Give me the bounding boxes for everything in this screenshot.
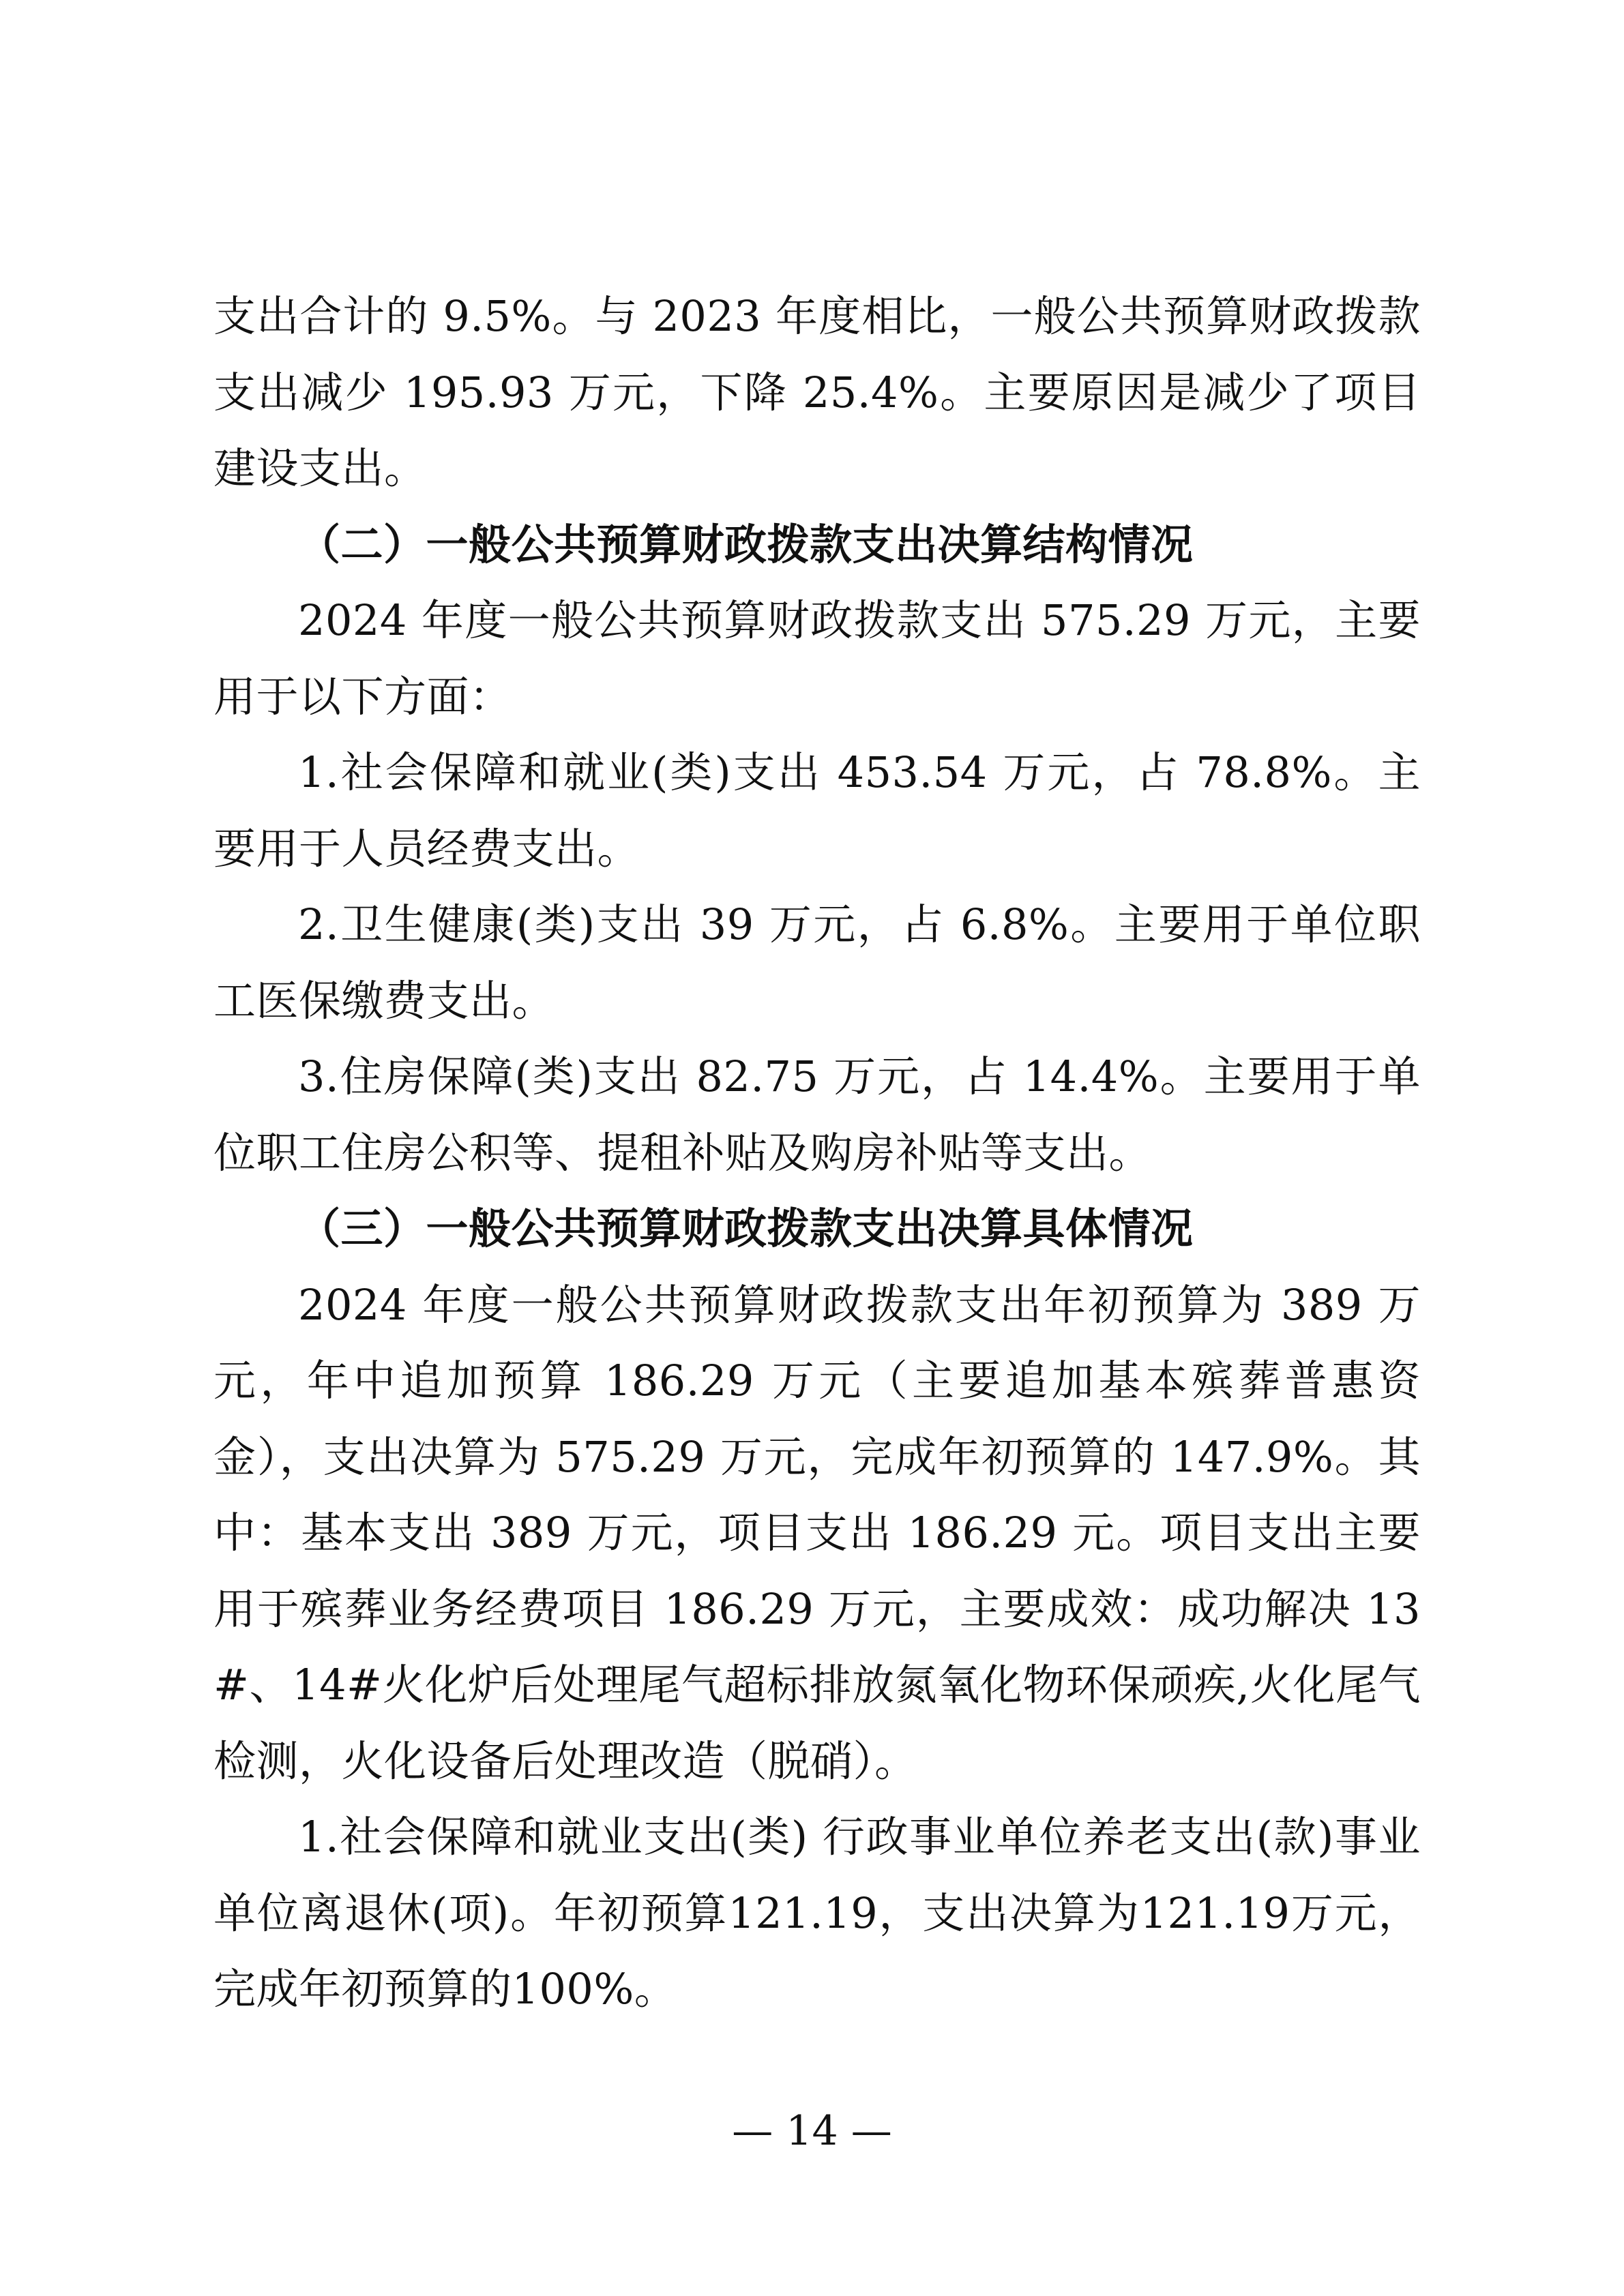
list-item-social-security: 1.社会保障和就业(类)支出 453.54 万元，占 78.8%。主要用于人员经费支出。: [213, 747, 1421, 874]
paragraph-budget-details: 2024 年度一般公共预算财政拨款支出年初预算为 389 万元，年中追加预算 186.29 万元（主要追加基本殡葬普惠资金），支出决算为 575.29 万元，完成年初预算的 147.9%。其中：基本支出 389 万元，项目支出 186.29 元。项目支出主要用于殡葬业务经费项目 186.29 万元，主要成效：成功解决 13#、14#火化炉后处理尾气超标排放氮氧化物环保顽疾,火化尾气检测，火化设备后处理改造（脱硝）。: [213, 1279, 1421, 1786]
section-heading-details: （三）一般公共预算财政拨款支出决算具体情况: [298, 1204, 1194, 1253]
body-text: [213, 278, 1421, 2027]
list-item-health: 2.卫生健康(类)支出 39 万元，占 6.8%。主要用于单位职工医保缴费支出。: [213, 899, 1421, 1026]
section-heading-structure: （二）一般公共预算财政拨款支出决算结构情况: [298, 519, 1194, 569]
paragraph-budget-comparison: 支出合计的 9.5%。与 2023 年度相比，一般公共预算财政拨款支出减少 195.93 万元，下降 25.4%。主要原因是减少了项目建设支出。: [213, 291, 1421, 493]
paragraph-total-expenditure: 2024 年度一般公共预算财政拨款支出 575.29 万元，主要用于以下方面：: [213, 595, 1421, 721]
page-number: — 14 —: [732, 2107, 892, 2155]
list-item-housing: 3.住房保障(类)支出 82.75 万元，占 14.4%。主要用于单位职工住房公积等、提租补贴及购房补贴等支出。: [213, 1052, 1421, 1178]
list-item-retirement: 1.社会保障和就业支出(类) 行政事业单位养老支出(款)事业单位离退休(项)。年初预算121.19，支出决算为121.19万元，完成年初预算的100%。: [213, 1812, 1421, 2014]
